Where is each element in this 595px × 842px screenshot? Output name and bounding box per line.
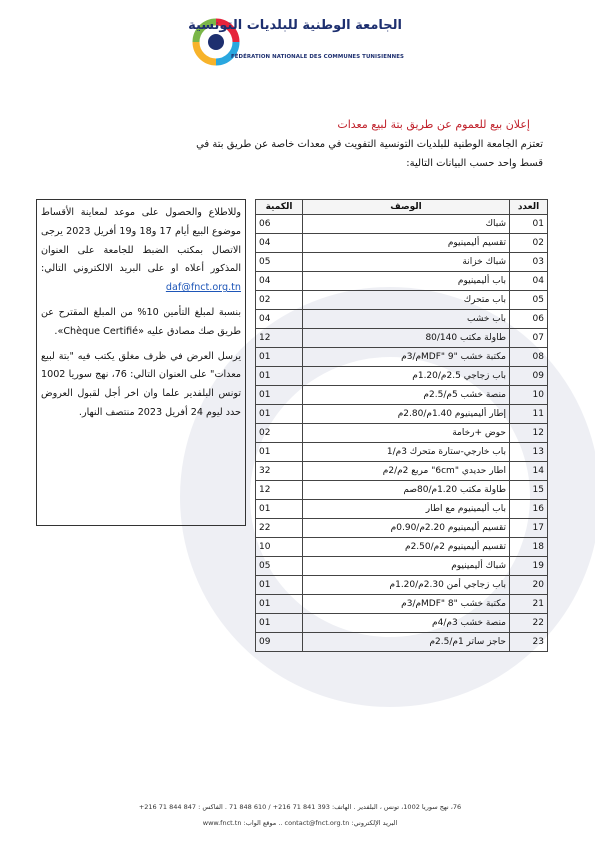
row-description: اطار حديدي "6cm" مربع 2م/2م — [303, 462, 510, 481]
row-number: 11 — [510, 405, 548, 424]
row-quantity: 01 — [256, 386, 303, 405]
row-number: 19 — [510, 557, 548, 576]
logo-arabic-name: الجامعة الوطنية للبلديات التونسية — [188, 18, 402, 33]
row-number: 10 — [510, 386, 548, 405]
row-number: 21 — [510, 595, 548, 614]
row-description: حوض +رخامة — [303, 424, 510, 443]
row-number: 02 — [510, 234, 548, 253]
email-link[interactable]: daf@fnct.org.tn — [165, 282, 241, 294]
row-number: 23 — [510, 633, 548, 652]
row-description: طاولة مكتب 80/140 — [303, 329, 510, 348]
table-row — [256, 215, 548, 234]
row-number: 08 — [510, 348, 548, 367]
table-row — [256, 424, 548, 443]
row-quantity: 02 — [256, 424, 303, 443]
info-paragraph-insurance: بنسبة لمبلغ التأمين 10% من المبلغ المقترح عن طريق صك مصادق عليه «Chèque Certifié». — [41, 306, 241, 337]
row-quantity: 01 — [256, 595, 303, 614]
table-row — [256, 500, 548, 519]
table-row — [256, 253, 548, 272]
row-description: شباك أليمينيوم — [303, 557, 510, 576]
row-description: شباك خزانة — [303, 253, 510, 272]
row-description: طاولة مكتب 1.20م/80صم — [303, 481, 510, 500]
intro-line-2: قسط واحد حسب البيانات التالية: — [406, 158, 543, 169]
info-paragraph-submission: يرسل العرض في ظرف مغلق يكتب فيه "بتة لبيع معدات" على العنوان التالي: 76، نهج سوريا 1002 تونس البلفدير علما وان اخر أجل لقبول العروض حدد ليوم 24 أفريل 2023 منتصف النهار. — [41, 350, 241, 418]
row-description: إطار أليمينيوم 1.40م/2.80م — [303, 405, 510, 424]
table-row — [256, 614, 548, 633]
row-number: 05 — [510, 291, 548, 310]
row-quantity: 01 — [256, 576, 303, 595]
row-description: باب زجاجي أمن 2.30م/1.20م — [303, 576, 510, 595]
row-number: 09 — [510, 367, 548, 386]
table-row — [256, 291, 548, 310]
row-quantity: 05 — [256, 253, 303, 272]
row-description: باب خشب — [303, 310, 510, 329]
row-quantity: 04 — [256, 310, 303, 329]
row-quantity: 01 — [256, 348, 303, 367]
table-row — [256, 633, 548, 652]
row-quantity: 02 — [256, 291, 303, 310]
table-row — [256, 481, 548, 500]
row-number: 18 — [510, 538, 548, 557]
row-number: 07 — [510, 329, 548, 348]
table-row — [256, 576, 548, 595]
row-quantity: 06 — [256, 215, 303, 234]
row-description: باب زجاجي 2.5م/1.20م — [303, 367, 510, 386]
row-number: 03 — [510, 253, 548, 272]
row-number: 22 — [510, 614, 548, 633]
row-number: 20 — [510, 576, 548, 595]
row-quantity: 22 — [256, 519, 303, 538]
row-quantity: 01 — [256, 614, 303, 633]
table-row — [256, 405, 548, 424]
items-table — [255, 199, 548, 652]
info-box — [36, 199, 246, 526]
table-header-row — [256, 200, 548, 215]
notice-title: إعلان بيع للعموم عن طريق بتة لبيع معدات — [337, 118, 530, 131]
row-number: 12 — [510, 424, 548, 443]
footer-address: 76، نهج سوريا 1002، تونس ، البلفدير . الهاتف: 393 841 71 216+ / 610 848 71 . الفاكس : 847 844 71 216+ — [138, 803, 462, 811]
row-description: منصة خشب 3م/4م — [303, 614, 510, 633]
row-quantity: 01 — [256, 367, 303, 386]
row-description: باب خارجي-ستارة متحرك 3م/1 — [303, 443, 510, 462]
header-description: الوصف — [303, 200, 510, 215]
info-paragraph-inspection — [41, 204, 241, 298]
row-quantity: 01 — [256, 443, 303, 462]
table-row — [256, 367, 548, 386]
header-number: العدد — [510, 200, 548, 215]
table-row — [256, 272, 548, 291]
row-quantity: 04 — [256, 234, 303, 253]
row-quantity: 12 — [256, 481, 303, 500]
row-number: 17 — [510, 519, 548, 538]
table-row — [256, 519, 548, 538]
table-row — [256, 310, 548, 329]
intro-line-1: تعتزم الجامعة الوطنية للبلديات التونسية التفويت في معدات خاصة عن طريق بتة في — [196, 139, 543, 150]
table-row — [256, 595, 548, 614]
footer-contact: البريد الإلكتروني: contact@fnct.org.tn .. موقع الواب: www.fnct.tn — [202, 819, 398, 827]
row-description: تقسيم أليمينيوم — [303, 234, 510, 253]
row-number: 04 — [510, 272, 548, 291]
row-number: 01 — [510, 215, 548, 234]
row-number: 06 — [510, 310, 548, 329]
row-description: مكتبة خشب "MDF" 8م/3م — [303, 595, 510, 614]
row-quantity: 04 — [256, 272, 303, 291]
logo-french-name: FÉDÉRATION NATIONALE DES COMMUNES TUNISIENNES — [230, 54, 404, 60]
row-quantity: 09 — [256, 633, 303, 652]
row-description: تقسيم أليمينيوم 2م/2.50م — [303, 538, 510, 557]
table-row — [256, 234, 548, 253]
row-number: 14 — [510, 462, 548, 481]
table-row — [256, 557, 548, 576]
row-description: حاجز ساتر 1م/2.5م — [303, 633, 510, 652]
federation-logo — [190, 16, 405, 68]
table-row — [256, 329, 548, 348]
row-description: باب أليمينيوم — [303, 272, 510, 291]
row-quantity: 10 — [256, 538, 303, 557]
row-description: شباك — [303, 215, 510, 234]
row-description: باب أليمينيوم مع اطار — [303, 500, 510, 519]
row-number: 15 — [510, 481, 548, 500]
table-row — [256, 443, 548, 462]
row-description: تقسيم أليمينيوم 2.20م/0.90م — [303, 519, 510, 538]
table-row — [256, 538, 548, 557]
row-quantity: 12 — [256, 329, 303, 348]
row-description: منصة خشب 5م/2.5م — [303, 386, 510, 405]
table-row — [256, 348, 548, 367]
table-row — [256, 462, 548, 481]
row-quantity: 01 — [256, 500, 303, 519]
row-quantity: 32 — [256, 462, 303, 481]
header-quantity: الكمية — [256, 200, 303, 215]
row-description: باب متحرك — [303, 291, 510, 310]
row-number: 16 — [510, 500, 548, 519]
row-description: مكتبة خشب "MDF" 9م/3م — [303, 348, 510, 367]
table-row — [256, 386, 548, 405]
row-number: 13 — [510, 443, 548, 462]
info-inspection-text: وللاطلاع والحصول على موعد لمعاينة الأقساط موضوع البيع أيام 17 و18 و19 أفريل 2023 يرجى الاتصال بمكتب الضبط للجامعة على العنوان المذكور أعلاه او على البريد الالكتروني التالي: — [41, 207, 241, 275]
row-quantity: 01 — [256, 405, 303, 424]
row-quantity: 05 — [256, 557, 303, 576]
